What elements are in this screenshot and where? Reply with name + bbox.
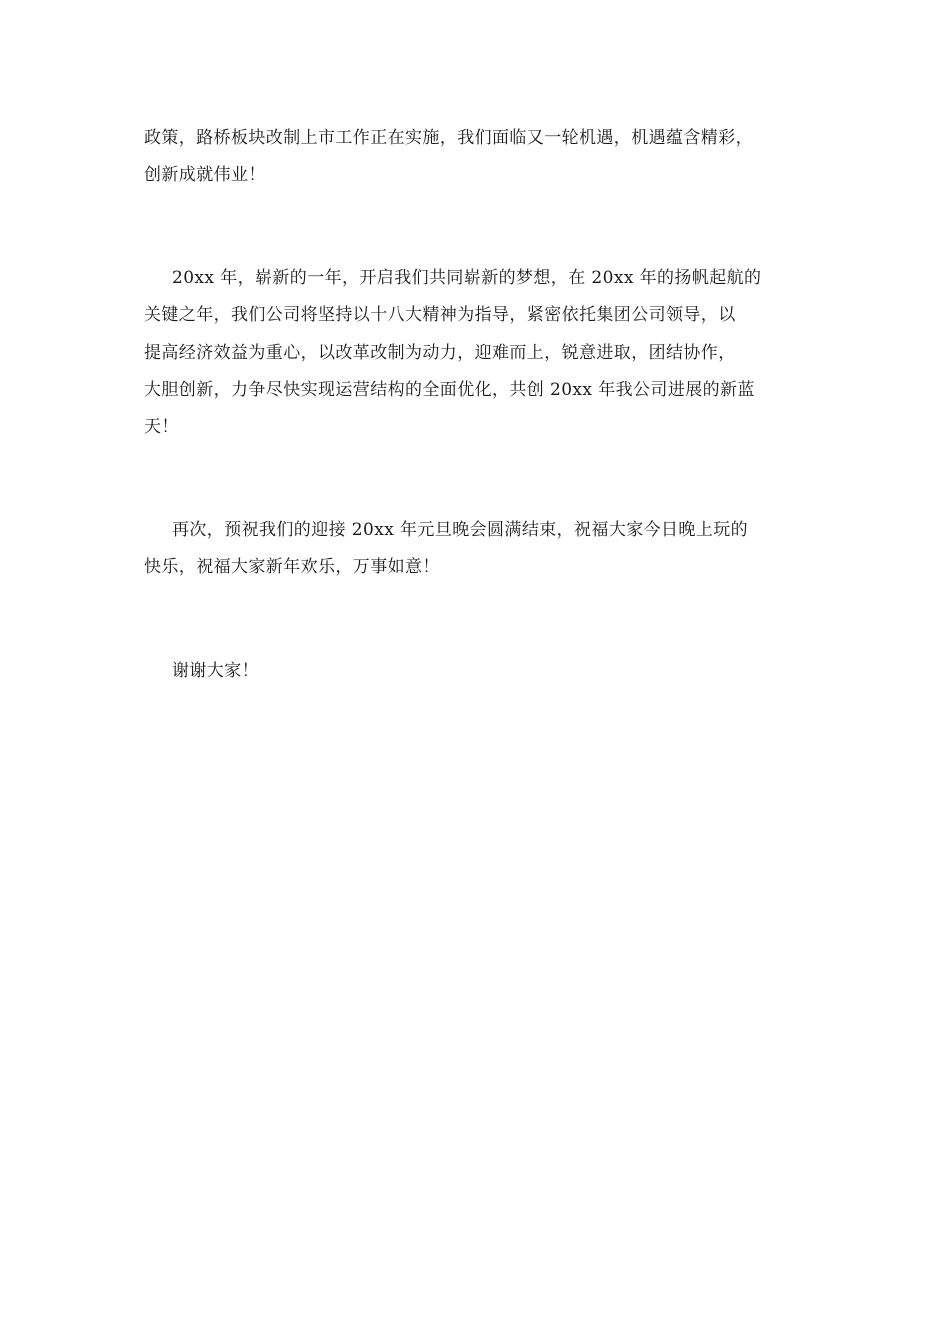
paragraph-line: 大胆创新，力争尽快实现运营结构的全面优化，共创 20xx 年我公司进展的新蓝: [144, 380, 755, 400]
paragraph-line: 谢谢大家！: [172, 661, 259, 681]
paragraph-line: 20xx 年，崭新的一年，开启我们共同崭新的梦想，在 20xx 年的扬帆起航的: [172, 268, 762, 288]
paragraph-line: 提高经济效益为重心，以改革改制为动力，迎难而上，锐意进取，团结协作，: [144, 343, 736, 363]
paragraph-line: 政策，路桥板块改制上市工作正在实施，我们面临又一轮机遇，机遇蕴含精彩，: [144, 128, 753, 148]
paragraph-line: 天！: [144, 417, 179, 437]
paragraph-line: 再次，预祝我们的迎接 20xx 年元旦晚会圆满结束，祝福大家今日晚上玩的: [172, 520, 749, 540]
paragraph-line: 关键之年，我们公司将坚持以十八大精神为指导，紧密依托集团公司领导，以: [144, 305, 736, 325]
paragraph-line: 创新成就伟业！: [144, 165, 266, 185]
paragraph-line: 快乐，祝福大家新年欢乐，万事如意！: [144, 557, 440, 577]
